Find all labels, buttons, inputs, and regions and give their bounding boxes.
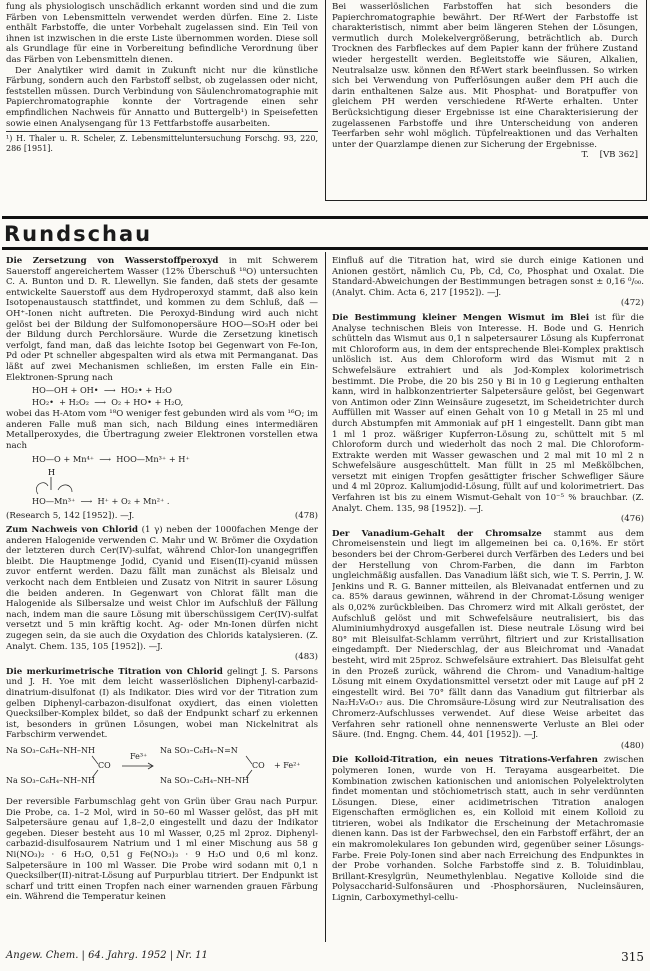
bond-1 [92, 756, 98, 764]
article-4-ref [332, 514, 644, 525]
article-2-text: (1 γ) neben der 1000fachen Menge der anderen Halogenide verwenden C. Mahr und W. Brömer die Oxydation der letzteren durch Cer(IV)-sulfat, während Chlor-Ion unangegriffen bleibt. Die Hauptmenge Jodid, Cyanid und Eisen(II)-cyanid müssen zuvor entfernt werden. Dazu fällt man zunächst als Bleisalz und verkocht nach dem Entbleien und Zusatz von Nitrit in saurer Lösung die beiden anderen. In Gegenwart von Chlorat fällt man die Halogenide als Silbersalze und weist Chlor im Aufschluß der Fällung nach, indem man die saure Lösung mit überschüssigem Cer(IV)-sulfat versetzt und 5 min kräftig kocht. Ag- oder Mn-Ionen dürfen nicht zugegen sein, da sie auch die Oxydation des Chlorids katalysieren. (Z. Analyt. Chem. 135, 105 [1952]). —J. [6, 525, 318, 652]
vb-reference: [VB 362] [599, 150, 638, 161]
product-fe: + Fe²⁺ [274, 760, 301, 770]
journal-citation: Angew. Chem. | 64. Jahrg. 1952 | Nr. 11 [6, 950, 208, 961]
article-6-heading: Die Kolloid-Titration, ein neues Titrations-Verfahren [332, 755, 598, 766]
article-5-heading: Der Vanadium-Gehalt der Chromsalze [332, 528, 542, 539]
product-co: CO [252, 760, 265, 770]
article-3-heading: Die merkurimetrische Titration von Chlorid [6, 666, 223, 677]
equation-3: HO—O + Mn⁴⁺ ⟶ HOO—Mn³⁺ + H⁺ [32, 453, 190, 464]
mn-complex-scheme [32, 466, 318, 510]
article-5-number: (480) [620, 740, 644, 751]
article-2-heading: Zum Nachweis von Chlorid [6, 525, 139, 536]
scheme-arrow-curve [36, 482, 48, 493]
product-line-1: Na SO₃–C₆H₄–N=N [160, 745, 238, 755]
reactant-line-1: Na SO₃–C₆H₄–NH–NH [6, 745, 96, 755]
page-number: 315 [621, 950, 644, 964]
left-column [6, 256, 318, 946]
product-line-2: Na SO₃–C₆H₄–NH–NH [160, 775, 250, 785]
reactant-line-2: Na SO₃–C₆H₄–NH–NH [6, 775, 96, 785]
article-3-text: gelingt J. S. Parsons und J. H. Yoe mit dem leicht wasserlöslichen Diphenyl-carbazid-dinatrium-disulfonat (I) als Indikator. Dies wird vor der Titration zum gelben Diphenyl-carbazon-disulfonat oxydiert, das einen violetten Quecksilber-Komplex bildet, so daß der Endpunkt scharf zu erkennen ist, besonders in grünen Lösungen, wobei man Nickelnitrat als Farbschirm verwendet. [6, 666, 318, 741]
article-6-text: zwischen polymeren Ionen, wurde von H. Terayama ausgearbeitet. Die Kombination zwischen kationischen und anionischen Polyelektrolyten findet momentan und stöchiometrisch statt, auch in sehr verdünnten Lösungen. Diese, einer acidimetrischen Titration analogen Eigenschaften ermöglichen es, ein Kolloid mit einem Kolloid zu titrieren, wobei als Indikator die Erscheinung der Metachromasie dienen kann. Das ist der Farbwechsel, den ein Farbstoff erfährt, der an ein makromolekulares Ion gebunden wird, gegenüber seiner Lösungs-Farbe. Freie Poly-Ionen sind aber nach Erreichung des Endpunktes in der Probe vorhanden. Solche Farbstoffe sind z. B. Toluidinblau, Brillant-Kresylgrün, Neumethylenblau. Negative Kolloide sind die Polysaccharid-Sulfonsäuren und -Phosphorsäuren, Nucleinsäuren, Lignin, Carboxymethyl-cellu- [332, 755, 644, 904]
indicator-scheme [6, 744, 318, 794]
article-4-heading: Die Bestimmung kleiner Mengen Wismut im Blei [332, 312, 590, 323]
column-divider [325, 252, 326, 942]
section-rule-top [2, 216, 648, 219]
signature: T. [581, 150, 589, 161]
article-2-number: (483) [294, 652, 318, 663]
oxidant-label: Fe³⁺ [130, 751, 148, 761]
reactant-co: CO [98, 760, 111, 770]
article-1-text: in mit Schwerem Sauerstoff angereichertem Wasser (12% Überschuß ¹⁸O) untersuchten C. A. Bunton und D. R. Llewellyn. Sie fanden, daß stets der gesamte entwickelte Sauerstoff aus dem Hydroperoxyd stammt, daß also kein Isotopenaustausch stattfindet, und kommen zu dem Schluß, daß —OH⁺-Ionen nicht auftreten. Die Peroxyd-Bindung wird auch nicht gelöst bei der Bildung der Sulfomonopersäure HOO—SO₃H oder bei der Bildung durch Perchlorsäure. Wurde die Zersetzung kinetisch verfolgt, fand man, daß das leichte Isotop bei Gegenwart von Fe-Ion, Pd oder Pt schneller abgespalten wird als etwa mit Permanganat. Das läßt auf zwei Mechanismen schließen, im ersten Falle ein Ein-Elektronen-Sprung nach [6, 256, 318, 383]
scheme-h: H [48, 467, 55, 477]
section-rule-bottom [2, 247, 648, 250]
article-5-text: stammt aus dem Chromeisenstein und liegt im allgemeinen bei ca. 0,16%. Er stört besonders bei der Chrom-Gerberei durch Verfärben des Leders und bei der Herstellung von Chrom-Farben, die dann im Farbton ungleichmäßig ausfallen. Das Vanadium läßt sich, wie T. S. Perrin, J. W. Jenkins und R. G. Banner mitteilen, als Bleivanadat entfernen und zu ca. 85% daraus gewinnen, während in der Chromat-Lösung weniger als 0,02% zurückbleiben. Das Chromerz wird mit Alkali geröstet, der Aufschluß gelöst und mit Schwefelsäure neutralisiert, bis das Aluminiumhydroxyd ausgefallen ist. Diese neutrale Lösung wird bei 80° mit Bleisulfat-Schlamm verrührt, filtriert und zur Kristallisation eingedampft. Der Niederschlag, der aus Bleichromat und -Vanadat besteht, wird mit 25proz. Schwefelsäure extrahiert. Das Bleisulfat geht in den Prozeß zurück, während die Chrom- und Vanadium-haltige Lösung mit einem Oxydationsmittel versetzt oder mit Lauge auf pH 2 eingestellt wird. Bei 70° fällt dann das Vanadium gut filtrierbar als Na₂H₂V₆O₁₇ aus. Die Chromsäure-Lösung wird zur Neutralisation des Chromerz-Aufschlusses verwendet. Auf diese Weise arbeitet das Verfahren sehr rationell ohne nennenswerte Verluste an Blei oder Säure. (Ind. Engng. Chem. 44, 401 [1952]). —J. [332, 528, 644, 741]
page-footer [6, 950, 644, 964]
article-1-text-2: wobei das H-Atom vom ¹⁸O weniger fest gebunden wird als vom ¹⁶O; im anderen Falle muß man sich, nach Bildung eines intermediären Metallperoxydes, die Übertragung zweier Elektronen vorstellen etwa nach [6, 409, 318, 451]
section-title: Rundschau [4, 222, 153, 246]
equation-1: HO—OH + OH• ⟶ HO₂• + H₂O [32, 385, 172, 396]
article-4-text: ist für die Analyse technischen Bleis von Interesse. H. Bode und G. Henrich schütteln das Wismut aus 0,1 n salpetersaurer Lösung als Kupferronat mit Chloroform aus, in dem der entsprechende Blei-Komplex praktisch unlöslich ist. Aus dem Chloroform wird das Wismut mit 2 n Schwefelsäure extrahiert und als Jod-Komplex kolorimetrisch bestimmt. Die Probe, die 20 bis 250 γ Bi in 10 g Legierung enthalten kann, wird in halbkonzentrierter Salpetersäure gelöst, bei Gegenwart von Antimon oder Zinn Weinsäure zugesetzt, im Scheidetrichter durch Auffüllen mit Wasser auf einen Gehalt von 10 g Metall in 25 ml und durch Abstumpfen mit Ammoniak auf pH 1 eingestellt. Dann gibt man 1 ml 1 proz. wäßriger Kupferron-Lösung zu, schüttelt mit 5 ml Chloroform durch und wiederholt das noch 2 mal. Die Chloroform-Extrakte werden mit Wasser gewaschen und 2 mal mit 10 ml 2 n Schwefelsäure ausgeschüttelt. Man füllt in 25 ml Meßkölbchen, versetzt mit einigen Tropfen gesättigter frischer Schwefliger Säure und 4 ml 20proz. Kaliumjodid-Lösung, füllt auf und kolorimetriert. Das Verfahren ist bis zu einem Wismut-Gehalt von 10⁻⁵ % brauchbar. (Z. Analyt. Chem. 135, 98 [1952]). —J. [332, 312, 644, 514]
article-3-continuation: Einfluß auf die Titration hat, wird sie durch einige Kationen und Anionen gestört, nämlich Cu, Pb, Cd, Co, Phosphat und Oxalat. Die Standard-Abweichungen der Bestimmungen betragen sonst ± 0,16 ⁰/₀₀. (Analyt. Chim. Acta 6, 217 [1952]). —J. [332, 256, 644, 298]
scheme-arrow-curve-2 [58, 484, 72, 491]
article-1-ref [6, 511, 318, 522]
top-right-para: Bei wasserlöslichen Farbstoffen hat sich besonders die Papierchromatographie bewährt. Der Rf-Wert der Farbstoffe ist charakteristisch, nimmt aber beim längeren Stehen der Lösungen, vermutlich durch Molekelvergrößerung, beträchtlich ab. Durch Trocknen des Farbfleckes auf dem Papier kann der frühere Zustand wieder hergestellt werden. Begleitstoffe wie Säuren, Alkalien, Neutralsalze usw. können den Rf-Wert stark beeinflussen. So wirken sich bei Verwendung von Pufferlösungen außer dem PH auch die darin enthaltenen Salze aus. Mit Phosphat- und Boratpuffer von gleichem PH werden verschiedene Rf-Werte erhalten. Unter Berücksichtigung dieser Ergebnisse ist eine Charakterisierung der zugelassenen Farbstoffe und ihre Unterscheidung von anderen Teerfarben sehr wohl möglich. Tüpfelreaktionen und das Verhalten unter der Quarzlampe dienen zur Sicherung der Ergebnisse. [332, 2, 638, 150]
top-right-column [332, 2, 638, 198]
equation-2: HO₂• + H₂O₂ ⟶ O₂ + HO• + H₂O, [32, 397, 184, 408]
article-2-ref [6, 652, 318, 663]
top-left-para-2: Der Analytiker wird damit in Zukunft nicht nur die künstliche Färbung, sondern auch den Farbstoff selbst, ob zugelassen oder nicht, feststellen müssen. Durch Verbindung von Säulenchromatographie mit Papierchromatographie konnte der Vortragende einen sehr empfindlichen Nachweis für Annatto und Buttergelb¹) in Speisefetten sowie einen Analysengang für 13 Fettfarbstoffe ausarbeiten. [6, 65, 318, 129]
top-right-signature [332, 150, 638, 161]
article-3-ref [332, 298, 644, 309]
article-1-heading: Die Zersetzung von Wasserstoffperoxyd [6, 256, 219, 266]
article-1-number: (478) [294, 510, 318, 521]
top-left-para-1: fung als physiologisch unschädlich erkannt worden sind und die zum Färben von Lebensmitteln verwendet werden dürfen. Eine 2. Liste enthält Farbstoffe, die unter Vorbehalt zugelassen sind. Ein Teil von ihnen ist inzwischen in die erste Liste übernommen worden. Diese soll als Grundlage für eine in Vorbereitung befindliche Verordnung über das Färben von Lebensmitteln dienen. [6, 2, 318, 65]
top-left-column [6, 2, 318, 198]
article-4-number: (476) [620, 514, 644, 525]
equation-4: HO—Mn³⁺ ⟶ H⁺ + O₂ + Mn²⁺ . [32, 495, 170, 506]
article-3-number: (472) [620, 298, 644, 309]
article-1-cite: (Research 5, 142 [1952]). —J. [6, 510, 135, 521]
bond-2 [92, 770, 98, 778]
footnote: ¹) H. Thaler u. R. Scheler, Z. Lebensmitteluntersuchung Forschg. 93, 220, 286 [1951]. [6, 131, 318, 154]
right-column [332, 256, 644, 946]
article-3-text-2: Der reversible Farbumschlag geht von Grün über Grau nach Purpur. Die Probe, ca. 1–2 Mol, wird in 50–60 ml Wasser gelöst, das pH mit Salpetersäure genau auf 1,8–2,0 eingestellt und dazu der Indikator gegeben. Dieser besteht aus 10 ml Wasser, 0,25 ml 2proz. Diphenyl-carbazid-disulfosaurem Natrium und 1 ml einer Mischung aus 58 g Ni(NO₃)₂ · 6 H₂O, 0,51 g Fe(NO₃)₃ · 9 H₂O und 0,6 ml konz. Salpetersäure in 100 ml Wasser. Die Probe wird sodann mit 0,1 n Quecksilber(II)-nitrat-Lösung auf Purpurblau titriert. Der Endpunkt ist scharf und tritt einen Tropfen nach einer warnenden grauen Färbung ein. Während die Temperatur keinen [6, 796, 318, 903]
article-5-ref [332, 741, 644, 752]
